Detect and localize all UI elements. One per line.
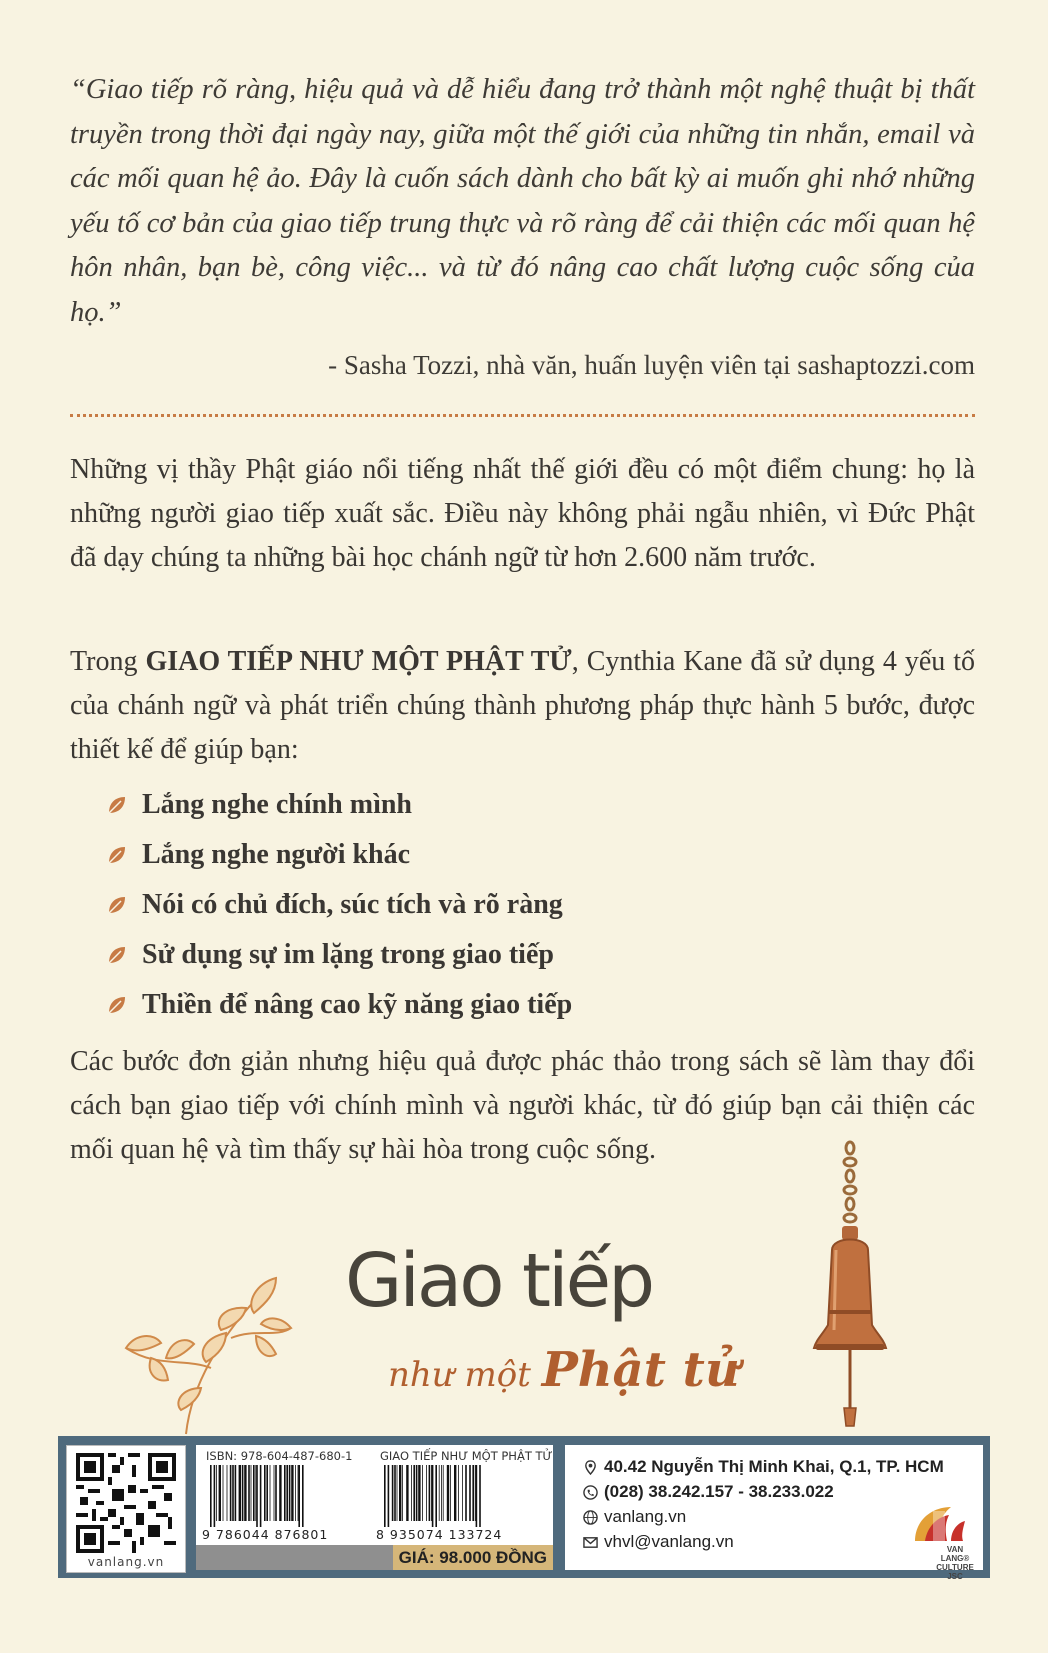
leaf-bullet-icon [106,844,128,866]
paragraph-intro: Những vị thầy Phật giáo nổi tiếng nhất thế giới đều có một điểm chung: họ là những người giao tiếp xuất sắc. Điều này không phải ngẫu nhiên, vì Đức Phật đã dạy chúng ta những bài học chánh ngữ từ hơn 2.600 năm trước. [70,454,975,573]
location-pin-icon [583,1460,598,1475]
list-item: Lắng nghe người khác [106,830,572,880]
quote-attribution: - Sasha Tozzi, nhà văn, huấn luyện viên tại sashaptozzi.com [328,350,975,380]
book-title-inline: GIAO TIẾP NHƯ MỘT PHẬT TỬ [145,646,572,677]
endorsement-quote [70,68,975,335]
leaf-bullet-icon [106,794,128,816]
book-logo-title: Giao tiếp [345,1238,653,1324]
qr-code-icon [76,1453,176,1553]
leaf-bullet-icon [106,994,128,1016]
qr-code-panel [66,1445,186,1573]
barcode-title-label: GIAO TIẾP NHƯ MỘT PHẬT TỬ [380,1449,553,1463]
isbn-barcode [206,1465,366,1527]
paragraph-method [70,640,975,772]
publisher-logo-icon [911,1501,969,1545]
dotted-divider [70,414,975,417]
quote-text: “Giao tiếp rõ ràng, hiệu quả và dễ hiểu đang trở thành một nghệ thuật bị thất truyền trong thời đại ngày nay, giữa một thế giới của những tin nhắn, email và các mối quan hệ ảo. Đây là cuốn sách dành cho bất kỳ ai muốn ghi nhớ những yếu tố cơ bản của giao tiếp trung thực và rõ ràng để cải thiện các mối quan hệ hôn nhân, bạn bè, công việc... và từ đó nâng cao chất lượng cuộc sống của họ.” [70,74,975,328]
price-tag: GIÁ: 98.000 ĐỒNG [393,1545,553,1570]
leaf-branch-icon [106,1258,296,1438]
contact-panel [565,1445,983,1581]
leaf-bullet-icon [106,944,128,966]
book-logo-subtitle: như một Phật tử [388,1342,740,1398]
paragraph-closing: Các bước đơn giản nhưng hiệu quả được phác thảo trong sách sẽ làm thay đổi cách bạn giao tiếp với chính mình và người khác, từ đó giúp bạn cải thiện các mối quan hệ và tìm thấy sự hài hòa trong cuộc sống. [70,1046,975,1165]
price-bar [196,1545,553,1570]
method-text-end: , Cynthia Kane đã sử dụng 4 yếu tố của chánh ngữ và phát triển chúng thành phương pháp thực hành 5 bước, được thiết kế để giúp bạn: [70,646,976,765]
product-barcode [380,1465,540,1527]
leaf-bullet-icon [106,894,128,916]
email-row: vhvl@vanlang.vn [583,1532,734,1552]
method-text-start: Trong [70,646,146,677]
list-item: Sử dụng sự im lặng trong giao tiếp [106,930,572,980]
qr-caption: vanlang.vn [87,1555,165,1569]
globe-icon [583,1510,598,1525]
list-item: Lắng nghe chính mình [106,780,572,830]
phone-row: (028) 38.242.157 - 38.233.022 [583,1482,834,1502]
isbn-label: ISBN: 978-604-487-680-1 [206,1449,353,1463]
mail-icon [583,1535,598,1550]
phone-icon [583,1485,598,1500]
barcode-panel [196,1445,553,1570]
website-row: vanlang.vn [583,1507,686,1527]
temple-bell-icon [808,1140,892,1430]
list-item: Nói có chủ đích, súc tích và rõ ràng [106,880,572,930]
benefit-list [106,780,572,1030]
publisher-name: VAN LANG® CULTURE JSC [936,1545,974,1581]
product-digits: 8 935074 133724 [376,1527,503,1542]
isbn-digits: 9 786044 876801 [202,1527,329,1542]
address-row: 40.42 Nguyễn Thị Minh Khai, Q.1, TP. HCM [583,1457,944,1477]
list-item: Thiền để nâng cao kỹ năng giao tiếp [106,980,572,1030]
